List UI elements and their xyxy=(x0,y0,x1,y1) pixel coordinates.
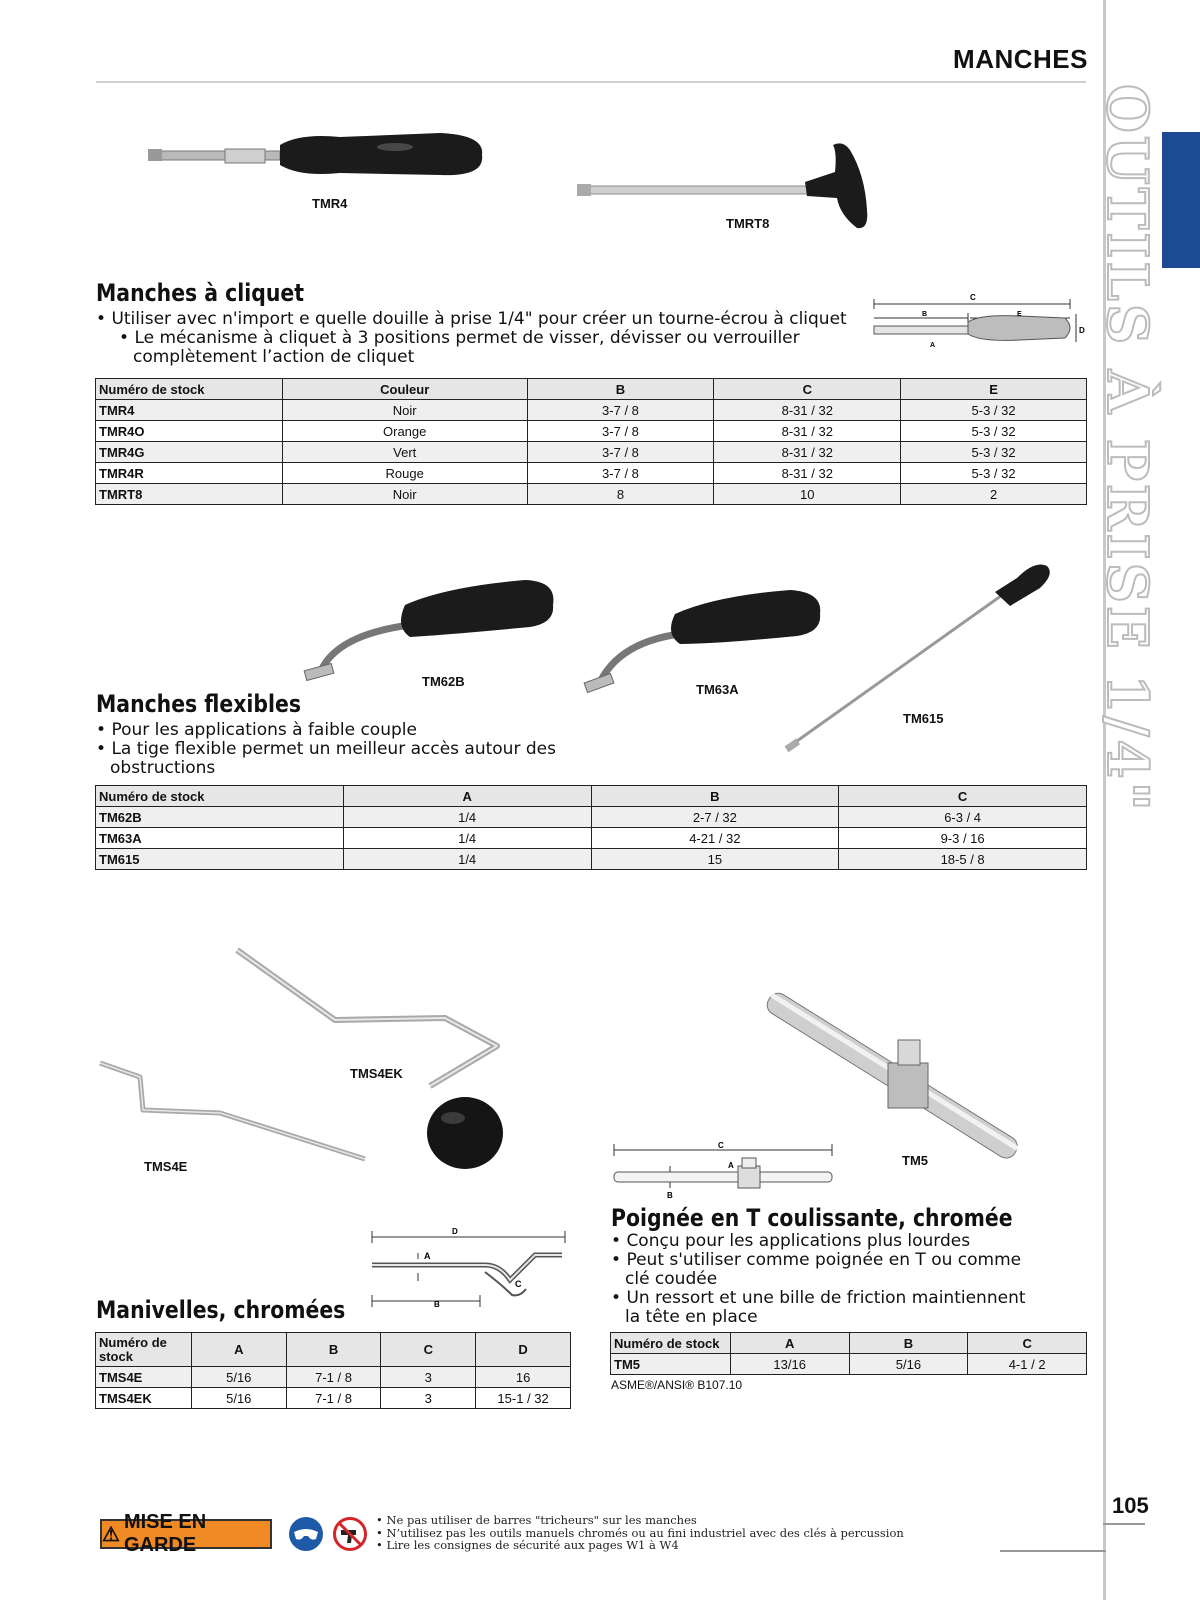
image-label-tm63a: TM63A xyxy=(696,682,739,697)
thandle-dim-c: C xyxy=(718,1141,724,1150)
col-header: Numéro de stock xyxy=(611,1333,731,1354)
footer-rule xyxy=(1000,1550,1106,1552)
thandle-table xyxy=(610,1332,1087,1375)
ratchet-bullet-1: • Utiliser avec n'import e quelle douille à prise 1/4" pour créer un tourne-écrou à cliquet xyxy=(96,310,856,329)
col-header: E xyxy=(901,379,1087,400)
no-impact-wrench-icon xyxy=(332,1516,368,1552)
thandle-heading: Poignée en T coulissante, chromée xyxy=(611,1204,1013,1232)
table-cell: 15-1 / 32 xyxy=(476,1388,571,1409)
warning-list xyxy=(376,1514,904,1552)
table-cell: TMR4 xyxy=(96,400,283,421)
image-label-tms4e: TMS4E xyxy=(144,1159,188,1174)
ratchet-bullet-2: • Le mécanisme à cliquet à 3 positions permet de visser, dévisser ou verrouiller complètement l’action de cliquet xyxy=(96,329,856,367)
table-row xyxy=(96,849,1087,870)
table-cell: 2 xyxy=(901,484,1087,505)
table-cell: 5-3 / 32 xyxy=(901,421,1087,442)
thandle-bullet-1: • Conçu pour les applications plus lourdes xyxy=(611,1232,1031,1251)
table-header-row xyxy=(96,786,1087,807)
table-cell: 5/16 xyxy=(849,1354,968,1375)
table-row xyxy=(96,442,1087,463)
table-cell: 4-1 / 2 xyxy=(968,1354,1087,1375)
col-header: C xyxy=(714,379,901,400)
table-cell: 7-1 / 8 xyxy=(286,1367,381,1388)
ratchet-heading: Manches à cliquet xyxy=(96,279,304,307)
table-row xyxy=(96,807,1087,828)
table-cell: TM615 xyxy=(96,849,344,870)
table-cell: 5/16 xyxy=(191,1367,286,1388)
table-row xyxy=(611,1354,1087,1375)
ratchet-dim-c: C xyxy=(970,293,976,302)
table-cell: TMS4EK xyxy=(96,1388,192,1409)
flex-bullet-2: • La tige flexible permet un meilleur accès autour des obstructions xyxy=(96,740,556,778)
table-cell: TMS4E xyxy=(96,1367,192,1388)
table-cell: 5-3 / 32 xyxy=(901,400,1087,421)
flex-heading: Manches flexibles xyxy=(96,690,301,718)
page-number-rule xyxy=(1103,1523,1145,1525)
thandle-bullet-3: • Un ressort et une bille de friction maintiennent la tête en place xyxy=(611,1289,1031,1327)
table-row xyxy=(96,828,1087,849)
table-cell: TM62B xyxy=(96,807,344,828)
table-cell: TM5 xyxy=(611,1354,731,1375)
table-row xyxy=(96,400,1087,421)
crank-dim-c: C xyxy=(515,1279,522,1289)
crank-heading: Manivelles, chromées xyxy=(96,1296,346,1324)
tms4e-image xyxy=(95,1055,375,1170)
col-header: B xyxy=(849,1333,968,1354)
tm615-image xyxy=(785,558,1075,758)
crank-dimension-diagram xyxy=(370,1225,570,1315)
table-header-row xyxy=(96,379,1087,400)
table-cell: TMRT8 xyxy=(96,484,283,505)
col-header: C xyxy=(968,1333,1087,1354)
thandle-dimension-diagram xyxy=(610,1140,840,1202)
table-row xyxy=(96,463,1087,484)
crank-dim-a: A xyxy=(424,1251,431,1261)
col-header: D xyxy=(476,1333,571,1367)
col-header: Couleur xyxy=(282,379,527,400)
col-header: C xyxy=(381,1333,476,1367)
table-cell: 13/16 xyxy=(730,1354,849,1375)
image-label-tm62b: TM62B xyxy=(422,674,465,689)
table-cell: 8-31 / 32 xyxy=(714,400,901,421)
table-cell: 3-7 / 8 xyxy=(527,463,714,484)
table-cell: 3-7 / 8 xyxy=(527,442,714,463)
col-header: Numéro de stock xyxy=(96,1333,192,1367)
col-header: A xyxy=(191,1333,286,1367)
table-cell: Noir xyxy=(282,400,527,421)
table-cell: 18-5 / 8 xyxy=(839,849,1087,870)
table-cell: 1/4 xyxy=(343,828,591,849)
table-row xyxy=(96,484,1087,505)
table-cell: 3 xyxy=(381,1367,476,1388)
safety-glasses-icon xyxy=(288,1516,324,1552)
col-header: A xyxy=(730,1333,849,1354)
ratchet-dim-e: E xyxy=(1017,311,1022,318)
thandle-bullet-2: • Peut s'utiliser comme poignée en T ou comme clé coudée xyxy=(611,1251,1031,1289)
top-divider xyxy=(96,81,1086,83)
ratchet-table xyxy=(95,378,1087,505)
table-cell: 1/4 xyxy=(343,849,591,870)
standard-footnote: ASME®/ANSI® B107.10 xyxy=(611,1378,743,1392)
table-cell: 8-31 / 32 xyxy=(714,421,901,442)
thandle-dim-b: B xyxy=(667,1191,673,1200)
table-cell: 8 xyxy=(527,484,714,505)
ratchet-dimension-diagram xyxy=(870,292,1090,354)
table-cell: TMR4G xyxy=(96,442,283,463)
warning-item-3: • Lire les consignes de sécurité aux pages W1 à W4 xyxy=(376,1539,904,1552)
side-category-title: OUTILS À PRISE 1/4" xyxy=(1094,84,1160,814)
table-cell: TMR4R xyxy=(96,463,283,484)
table-header-row xyxy=(96,1333,571,1367)
table-cell: 1/4 xyxy=(343,807,591,828)
page-number: 105 xyxy=(1112,1493,1149,1518)
table-cell: 5-3 / 32 xyxy=(901,463,1087,484)
thandle-dim-a: A xyxy=(728,1161,734,1170)
flex-bullet-1: • Pour les applications à faible couple xyxy=(96,721,556,740)
table-cell: 3-7 / 8 xyxy=(527,400,714,421)
col-header: B xyxy=(527,379,714,400)
table-cell: 15 xyxy=(591,849,839,870)
table-cell: 9-3 / 16 xyxy=(839,828,1087,849)
table-row xyxy=(96,421,1087,442)
table-cell: 8-31 / 32 xyxy=(714,463,901,484)
warning-triangle-icon: ⚠ xyxy=(102,1523,120,1546)
col-header: Numéro de stock xyxy=(96,786,344,807)
table-cell: 16 xyxy=(476,1367,571,1388)
flex-bullets xyxy=(96,721,556,778)
ratchet-dim-a: A xyxy=(930,342,936,349)
table-cell: 7-1 / 8 xyxy=(286,1388,381,1409)
table-cell: 2-7 / 32 xyxy=(591,807,839,828)
col-header: Numéro de stock xyxy=(96,379,283,400)
col-header: B xyxy=(286,1333,381,1367)
warning-badge xyxy=(100,1511,272,1556)
ratchet-dim-d: D xyxy=(1079,326,1085,335)
image-label-tmrt8: TMRT8 xyxy=(726,216,770,231)
image-label-tm615: TM615 xyxy=(903,711,944,726)
image-label-tm5: TM5 xyxy=(902,1153,928,1168)
flex-table xyxy=(95,785,1087,870)
ratchet-bullets xyxy=(96,310,856,367)
table-cell: 6-3 / 4 xyxy=(839,807,1087,828)
section-title: MANCHES xyxy=(953,44,1088,74)
table-cell: 5/16 xyxy=(191,1388,286,1409)
crank-dim-b: B xyxy=(434,1300,440,1309)
crank-table xyxy=(95,1332,571,1409)
table-cell: Rouge xyxy=(282,463,527,484)
table-cell: Orange xyxy=(282,421,527,442)
table-cell: Noir xyxy=(282,484,527,505)
crank-dim-d: D xyxy=(452,1227,458,1236)
side-tab-marker xyxy=(1162,132,1200,268)
table-cell: TM63A xyxy=(96,828,344,849)
col-header: B xyxy=(591,786,839,807)
table-cell: TMR4O xyxy=(96,421,283,442)
table-cell: Vert xyxy=(282,442,527,463)
table-header-row xyxy=(611,1333,1087,1354)
ratchet-dim-b: B xyxy=(922,311,928,318)
table-cell: 3-7 / 8 xyxy=(527,421,714,442)
table-cell: 10 xyxy=(714,484,901,505)
col-header: A xyxy=(343,786,591,807)
warning-item-1: • Ne pas utiliser de barres "tricheurs" sur les manches xyxy=(376,1514,904,1527)
table-row xyxy=(96,1388,571,1409)
table-cell: 3 xyxy=(381,1388,476,1409)
col-header: C xyxy=(839,786,1087,807)
table-cell: 5-3 / 32 xyxy=(901,442,1087,463)
warning-label: MISE EN GARDE xyxy=(123,1511,207,1556)
table-cell: 4-21 / 32 xyxy=(591,828,839,849)
thandle-bullets xyxy=(611,1232,1031,1327)
image-label-tms4ek: TMS4EK xyxy=(350,1066,403,1081)
image-label-tmr4: TMR4 xyxy=(312,196,348,211)
table-row xyxy=(96,1367,571,1388)
warning-item-2: • N’utilisez pas les outils manuels chromés ou au fini industriel avec des clés à percussion xyxy=(376,1527,904,1540)
tmr4-image xyxy=(140,125,500,195)
table-cell: 8-31 / 32 xyxy=(714,442,901,463)
